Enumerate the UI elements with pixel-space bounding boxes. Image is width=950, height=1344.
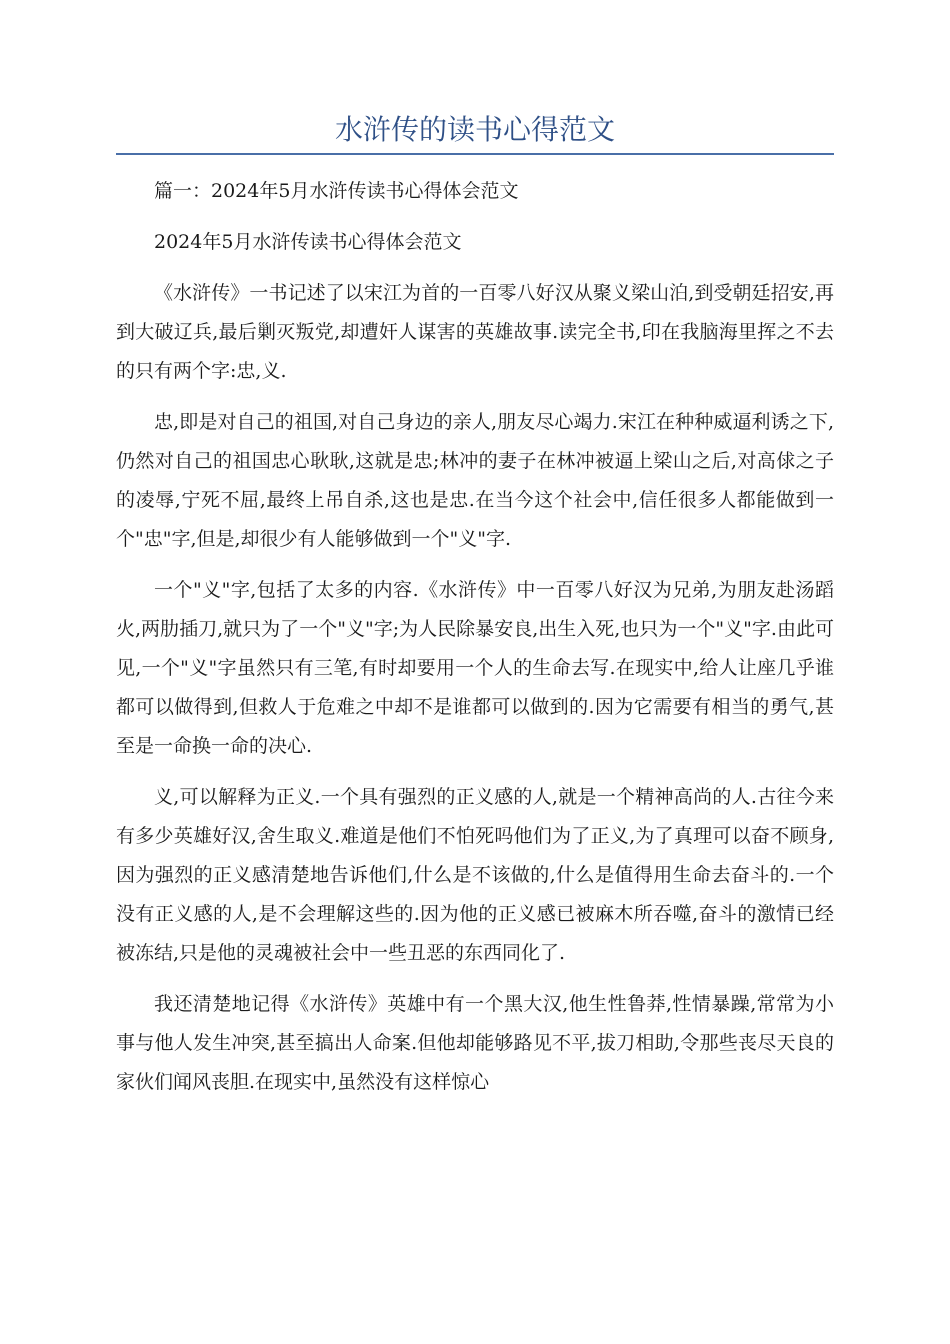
paragraph: 一个"义"字,包括了太多的内容.《水浒传》中一百零八好汉为兄弟,为朋友赴汤蹈火,两肋插刀,就只为了一个"义"字;为人民除暴安良,出生入死,也只为一个"义"字.由此可见,一个"义"字虽然只有三笔,有时却要用一个人的生命去写.在现实中,给人让座几乎谁都可以做得到,但救人于危难之中却不是谁都可以做到的.因为它需要有相当的勇气,甚至是一命换一命的决心. (116, 579, 834, 757)
paragraph: 忠,即是对自己的祖国,对自己身边的亲人,朋友尽心竭力.宋江在种种威逼利诱之下,仍然对自己的祖国忠心耿耿,这就是忠;林冲的妻子在林冲被逼上梁山之后,对高俅之子的凌辱,宁死不屈,最终上吊自杀,这也是忠.在当今这个社会中,信任很多人都能做到一个"忠"字,但是,却很少有人能够做到一个"义"字. (116, 411, 834, 550)
document-body (116, 172, 834, 1114)
paragraph: 我还清楚地记得《水浒传》英雄中有一个黑大汉,他生性鲁莽,性情暴躁,常常为小事与他人发生冲突,甚至搞出人命案.但他却能够路见不平,拔刀相助,令那些丧尽天良的家伙们闻风丧胆.在现实中,虽然没有这样惊心 (116, 993, 834, 1093)
paragraph: 义,可以解释为正义.一个具有强烈的正义感的人,就是一个精神高尚的人.古往今来有多少英雄好汉,舍生取义.难道是他们不怕死吗他们为了正义,为了真理可以奋不顾身,因为强烈的正义感清楚地告诉他们,什么是不该做的,什么是值得用生命去奋斗的.一个没有正义感的人,是不会理解这些的.因为他的正义感已被麻木所吞噬,奋斗的激情已经被冻结,只是他的灵魂被社会中一些丑恶的东西同化了. (116, 786, 834, 964)
paragraph: 《水浒传》一书记述了以宋江为首的一百零八好汉从聚义梁山泊,到受朝廷招安,再到大破辽兵,最后剿灭叛党,却遭奸人谋害的英雄故事.读完全书,印在我脑海里挥之不去的只有两个字:忠,义. (116, 282, 834, 382)
document-title: 水浒传的读书心得范文 (334, 113, 615, 146)
title-underline (116, 153, 834, 155)
section-heading: 篇一：2024年5月水浒传读书心得体会范文 (154, 180, 519, 202)
article-subheading: 2024年5月水浒传读书心得体会范文 (154, 231, 462, 253)
